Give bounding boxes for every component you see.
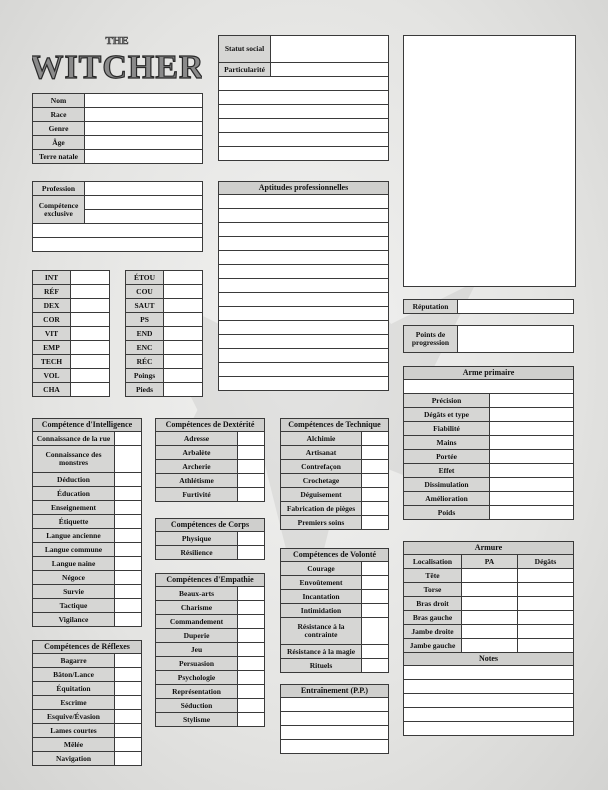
stat-value[interactable]	[71, 341, 110, 355]
tech-skill-label: Premiers soins	[281, 516, 362, 530]
aptitude-line[interactable]	[219, 265, 389, 279]
training-line[interactable]	[281, 726, 389, 740]
armor-damage-field[interactable]	[518, 611, 574, 625]
peculiarity-line[interactable]	[219, 91, 389, 105]
emp-skill-value[interactable]	[238, 685, 265, 699]
stat-label: CHA	[33, 383, 71, 397]
stat-label: TECH	[33, 355, 71, 369]
will-title: Compétences de Volonté	[281, 549, 389, 562]
peculiarity-line[interactable]	[219, 147, 389, 161]
notes-line[interactable]	[404, 708, 574, 722]
aptitude-line[interactable]	[219, 195, 389, 209]
weapon-stat-label: Fiabilité	[404, 422, 490, 436]
stat-label: RÉF	[33, 285, 71, 299]
tech-skill-label: Alchimie	[281, 432, 362, 446]
training-table	[280, 684, 389, 754]
will-skill-value[interactable]	[362, 590, 389, 604]
tech-skill-value[interactable]	[362, 516, 389, 530]
notes-line[interactable]	[404, 680, 574, 694]
armor-location-label: Jambe gauche	[404, 639, 462, 653]
weapon-stat-label: Amélioration	[404, 492, 490, 506]
armor-pa-field[interactable]	[462, 583, 518, 597]
identity-field[interactable]	[85, 94, 203, 108]
will-skills-table	[280, 548, 389, 673]
weapon-stat-field[interactable]	[490, 408, 574, 422]
armor-location-label: Tête	[404, 569, 462, 583]
armor-damage-field[interactable]	[518, 597, 574, 611]
dex-title: Compétences de Dextérité	[156, 419, 265, 432]
ref-skill-value[interactable]	[115, 710, 142, 724]
armor-col-location: Localisation	[404, 555, 462, 569]
weapon-title: Arme primaire	[404, 367, 574, 380]
exclusive-skill-line[interactable]	[33, 238, 203, 252]
reputation-table	[403, 299, 574, 314]
dex-skills-table	[155, 418, 265, 502]
social-status-field[interactable]	[271, 36, 389, 63]
emp-skill-label: Duperie	[156, 629, 238, 643]
reputation-label: Réputation	[404, 300, 458, 314]
stat-value[interactable]	[71, 271, 110, 285]
exclusive-skill-field[interactable]	[85, 210, 203, 224]
armor-damage-field[interactable]	[518, 583, 574, 597]
int-skill-label: Vigilance	[33, 613, 115, 627]
will-skill-label: Courage	[281, 562, 362, 576]
ref-skill-label: Bâton/Lance	[33, 668, 115, 682]
dex-skill-label: Furtivité	[156, 488, 238, 502]
stats-left-table	[32, 270, 110, 397]
weapon-stat-label: Poids	[404, 506, 490, 520]
armor-location-label: Bras gauche	[404, 611, 462, 625]
body-skill-value[interactable]	[238, 546, 265, 560]
dex-skill-label: Arbalète	[156, 446, 238, 460]
weapon-stat-field[interactable]	[490, 506, 574, 520]
ref-skill-value[interactable]	[115, 668, 142, 682]
derived-stat-value[interactable]	[164, 383, 203, 397]
tech-skill-value[interactable]	[362, 432, 389, 446]
int-skill-value[interactable]	[115, 613, 142, 627]
armor-col-pa: PA	[462, 555, 518, 569]
emp-skill-label: Persuasion	[156, 657, 238, 671]
emp-skill-label: Commandement	[156, 615, 238, 629]
social-status-label: Statut social	[219, 36, 271, 63]
ref-skill-label: Navigation	[33, 752, 115, 766]
ref-skill-label: Lames courtes	[33, 724, 115, 738]
reputation-field[interactable]	[458, 300, 574, 314]
armor-location-label: Jambe droite	[404, 625, 462, 639]
dex-skill-label: Adresse	[156, 432, 238, 446]
identity-field[interactable]	[85, 122, 203, 136]
profession-field[interactable]	[85, 182, 203, 196]
aptitude-line[interactable]	[219, 223, 389, 237]
armor-col-damage: Dégâts	[518, 555, 574, 569]
armor-location-label: Torse	[404, 583, 462, 597]
aptitude-line[interactable]	[219, 363, 389, 377]
derived-stat-value[interactable]	[164, 327, 203, 341]
tech-skill-value[interactable]	[362, 446, 389, 460]
dex-skill-value[interactable]	[238, 488, 265, 502]
stat-value[interactable]	[71, 299, 110, 313]
weapon-stat-label: Mains	[404, 436, 490, 450]
weapon-stat-label: Précision	[404, 394, 490, 408]
int-skill-label: Tactique	[33, 599, 115, 613]
identity-field[interactable]	[85, 150, 203, 164]
identity-label: Race	[33, 108, 85, 122]
exclusive-skill-field[interactable]	[85, 196, 203, 210]
int-skill-value[interactable]	[115, 432, 142, 446]
weapon-stat-field[interactable]	[490, 478, 574, 492]
identity-label: Âge	[33, 136, 85, 150]
tech-skill-value[interactable]	[362, 488, 389, 502]
peculiarity-line[interactable]	[219, 105, 389, 119]
armor-pa-field[interactable]	[462, 611, 518, 625]
progress-field[interactable]	[458, 326, 574, 353]
stat-value[interactable]	[71, 355, 110, 369]
emp-skill-label: Beaux-arts	[156, 587, 238, 601]
derived-stat-value[interactable]	[164, 369, 203, 383]
stat-label: DEX	[33, 299, 71, 313]
ref-skill-value[interactable]	[115, 654, 142, 668]
ref-skill-label: Équitation	[33, 682, 115, 696]
int-skill-value[interactable]	[115, 543, 142, 557]
will-skill-value[interactable]	[362, 576, 389, 590]
stat-value[interactable]	[71, 369, 110, 383]
armor-damage-field[interactable]	[518, 639, 574, 653]
stat-value[interactable]	[71, 383, 110, 397]
tech-skill-label: Artisanat	[281, 446, 362, 460]
weapon-name-field[interactable]	[404, 380, 574, 394]
int-skill-label: Enseignement	[33, 501, 115, 515]
notes-line[interactable]	[404, 694, 574, 708]
weapon-stat-field[interactable]	[490, 436, 574, 450]
derived-stat-label: COU	[126, 285, 164, 299]
training-title: Entraînement (P.P.)	[281, 685, 389, 698]
identity-label: Terre natale	[33, 150, 85, 164]
int-skill-value[interactable]	[115, 487, 142, 501]
tech-skill-label: Fabrication de pièges	[281, 502, 362, 516]
logo-witcher: WITCHER	[32, 49, 202, 86]
weapon-stat-field[interactable]	[490, 422, 574, 436]
emp-skill-value[interactable]	[238, 657, 265, 671]
profession-table	[32, 181, 203, 252]
logo-the: THE	[105, 35, 129, 47]
will-skill-value[interactable]	[362, 618, 389, 645]
stats-right-table	[125, 270, 203, 397]
will-skill-value[interactable]	[362, 645, 389, 659]
notes-title: Notes	[404, 653, 574, 666]
portrait-box[interactable]	[403, 35, 576, 287]
derived-stat-value[interactable]	[164, 271, 203, 285]
emp-skill-value[interactable]	[238, 629, 265, 643]
armor-title: Armure	[404, 542, 574, 555]
aptitude-line[interactable]	[219, 377, 389, 391]
ref-skill-label: Mêlée	[33, 738, 115, 752]
int-skill-label: Négoce	[33, 571, 115, 585]
ref-skill-label: Bagarre	[33, 654, 115, 668]
aptitude-line[interactable]	[219, 335, 389, 349]
aptitude-line[interactable]	[219, 307, 389, 321]
training-line[interactable]	[281, 740, 389, 754]
peculiarity-line[interactable]	[219, 119, 389, 133]
ref-skill-value[interactable]	[115, 738, 142, 752]
will-skill-label: Envoûtement	[281, 576, 362, 590]
body-skill-label: Résilience	[156, 546, 238, 560]
derived-stat-label: SAUT	[126, 299, 164, 313]
emp-skill-label: Psychologie	[156, 671, 238, 685]
emp-skills-table	[155, 573, 265, 727]
int-skill-value[interactable]	[115, 446, 142, 473]
weapon-stat-label: Dégâts et type	[404, 408, 490, 422]
weapon-stat-field[interactable]	[490, 492, 574, 506]
will-skill-label: Résistance à la contrainte	[281, 618, 362, 645]
derived-stat-value[interactable]	[164, 313, 203, 327]
tech-skills-table	[280, 418, 389, 530]
armor-table	[403, 541, 574, 736]
stat-value[interactable]	[71, 313, 110, 327]
derived-stat-label: PS	[126, 313, 164, 327]
weapon-table	[403, 366, 574, 520]
peculiarity-line[interactable]	[219, 77, 389, 91]
tech-skill-label: Déguisement	[281, 488, 362, 502]
aptitude-line[interactable]	[219, 251, 389, 265]
int-skill-label: Déduction	[33, 473, 115, 487]
stat-value[interactable]	[71, 285, 110, 299]
aptitude-line[interactable]	[219, 349, 389, 363]
peculiarity-line[interactable]	[219, 133, 389, 147]
armor-pa-field[interactable]	[462, 569, 518, 583]
aptitude-line[interactable]	[219, 209, 389, 223]
ref-skill-value[interactable]	[115, 682, 142, 696]
will-skill-value[interactable]	[362, 659, 389, 673]
int-skill-label: Connaissance de la rue	[33, 432, 115, 446]
progress-label: Points de progression	[404, 326, 458, 353]
stat-label: VIT	[33, 327, 71, 341]
weapon-stat-label: Portée	[404, 450, 490, 464]
int-title: Compétence d'Intelligence	[33, 419, 142, 432]
ref-title: Compétences de Réflexes	[33, 641, 142, 654]
int-skill-value[interactable]	[115, 571, 142, 585]
dex-skill-label: Athlétisme	[156, 474, 238, 488]
int-skill-value[interactable]	[115, 557, 142, 571]
ref-skills-table	[32, 640, 142, 766]
body-skill-label: Physique	[156, 532, 238, 546]
identity-field[interactable]	[85, 136, 203, 150]
social-table	[218, 35, 389, 161]
training-line[interactable]	[281, 712, 389, 726]
armor-damage-field[interactable]	[518, 569, 574, 583]
derived-stat-label: ÉTOU	[126, 271, 164, 285]
int-skill-label: Langue naine	[33, 557, 115, 571]
emp-skill-label: Séduction	[156, 699, 238, 713]
stat-value[interactable]	[71, 327, 110, 341]
derived-stat-label: END	[126, 327, 164, 341]
aptitudes-table	[218, 181, 389, 391]
dex-skill-value[interactable]	[238, 474, 265, 488]
derived-stat-label: Poings	[126, 369, 164, 383]
stat-label: VOL	[33, 369, 71, 383]
peculiarity-field[interactable]	[271, 63, 389, 77]
ref-skill-value[interactable]	[115, 696, 142, 710]
will-skill-label: Rituels	[281, 659, 362, 673]
emp-skill-value[interactable]	[238, 587, 265, 601]
aptitude-line[interactable]	[219, 279, 389, 293]
aptitudes-title: Aptitudes professionnelles	[219, 182, 389, 195]
emp-skill-value[interactable]	[238, 615, 265, 629]
notes-line[interactable]	[404, 666, 574, 680]
emp-skill-label: Charisme	[156, 601, 238, 615]
derived-stat-value[interactable]	[164, 341, 203, 355]
body-skills-table	[155, 518, 265, 560]
weapon-stat-label: Dissimulation	[404, 478, 490, 492]
int-skills-table	[32, 418, 142, 627]
armor-location-label: Bras droit	[404, 597, 462, 611]
emp-skill-value[interactable]	[238, 699, 265, 713]
aptitude-line[interactable]	[219, 293, 389, 307]
int-skill-label: Étiquette	[33, 515, 115, 529]
body-skill-value[interactable]	[238, 532, 265, 546]
derived-stat-value[interactable]	[164, 355, 203, 369]
dex-skill-value[interactable]	[238, 460, 265, 474]
int-skill-label: Connaissance des monstres	[33, 446, 115, 473]
emp-title: Compétences d'Empathie	[156, 574, 265, 587]
ref-skill-value[interactable]	[115, 752, 142, 766]
exclusive-skill-line[interactable]	[33, 224, 203, 238]
int-skill-label: Survie	[33, 585, 115, 599]
notes-line[interactable]	[404, 722, 574, 736]
aptitude-line[interactable]	[219, 321, 389, 335]
int-skill-value[interactable]	[115, 515, 142, 529]
emp-skill-label: Stylisme	[156, 713, 238, 727]
weapon-stat-field[interactable]	[490, 394, 574, 408]
tech-skill-value[interactable]	[362, 460, 389, 474]
int-skill-value[interactable]	[115, 529, 142, 543]
emp-skill-value[interactable]	[238, 643, 265, 657]
armor-damage-field[interactable]	[518, 625, 574, 639]
identity-label: Nom	[33, 94, 85, 108]
dex-skill-label: Archerie	[156, 460, 238, 474]
ref-skill-value[interactable]	[115, 724, 142, 738]
aptitude-line[interactable]	[219, 237, 389, 251]
exclusive-skill-label: Compétence exclusive	[33, 196, 85, 224]
emp-skill-label: Représentation	[156, 685, 238, 699]
will-skill-value[interactable]	[362, 562, 389, 576]
int-skill-value[interactable]	[115, 501, 142, 515]
derived-stat-label: ENC	[126, 341, 164, 355]
derived-stat-value[interactable]	[164, 299, 203, 313]
peculiarity-label: Particularité	[219, 63, 271, 77]
progress-table	[403, 325, 574, 353]
stat-label: EMP	[33, 341, 71, 355]
tech-skill-value[interactable]	[362, 474, 389, 488]
emp-skill-label: Jeu	[156, 643, 238, 657]
will-skill-label: Intimidation	[281, 604, 362, 618]
profession-label: Profession	[33, 182, 85, 196]
training-line[interactable]	[281, 698, 389, 712]
derived-stat-label: Pieds	[126, 383, 164, 397]
ref-skill-label: Escrime	[33, 696, 115, 710]
tech-skill-label: Contrefaçon	[281, 460, 362, 474]
derived-stat-value[interactable]	[164, 285, 203, 299]
weapon-stat-field[interactable]	[490, 450, 574, 464]
will-skill-label: Résistance à la magie	[281, 645, 362, 659]
tech-skill-label: Crochetage	[281, 474, 362, 488]
will-skill-value[interactable]	[362, 604, 389, 618]
int-skill-value[interactable]	[115, 473, 142, 487]
stat-label: COR	[33, 313, 71, 327]
dex-skill-value[interactable]	[238, 432, 265, 446]
emp-skill-value[interactable]	[238, 601, 265, 615]
armor-pa-field[interactable]	[462, 597, 518, 611]
int-skill-value[interactable]	[115, 599, 142, 613]
tech-skill-value[interactable]	[362, 502, 389, 516]
will-skill-label: Incantation	[281, 590, 362, 604]
int-skill-value[interactable]	[115, 585, 142, 599]
emp-skill-value[interactable]	[238, 671, 265, 685]
armor-pa-field[interactable]	[462, 625, 518, 639]
emp-skill-value[interactable]	[238, 713, 265, 727]
identity-table	[32, 93, 203, 164]
weapon-stat-label: Effet	[404, 464, 490, 478]
body-title: Compétences de Corps	[156, 519, 265, 532]
int-skill-label: Langue commune	[33, 543, 115, 557]
int-skill-label: Langue ancienne	[33, 529, 115, 543]
tech-title: Compétences de Technique	[281, 419, 389, 432]
int-skill-label: Éducation	[33, 487, 115, 501]
witcher-logo	[32, 32, 202, 88]
armor-pa-field[interactable]	[462, 639, 518, 653]
dex-skill-value[interactable]	[238, 446, 265, 460]
stat-label: INT	[33, 271, 71, 285]
identity-label: Genre	[33, 122, 85, 136]
ref-skill-label: Esquive/Évasion	[33, 710, 115, 724]
weapon-stat-field[interactable]	[490, 464, 574, 478]
derived-stat-label: RÉC	[126, 355, 164, 369]
identity-field[interactable]	[85, 108, 203, 122]
